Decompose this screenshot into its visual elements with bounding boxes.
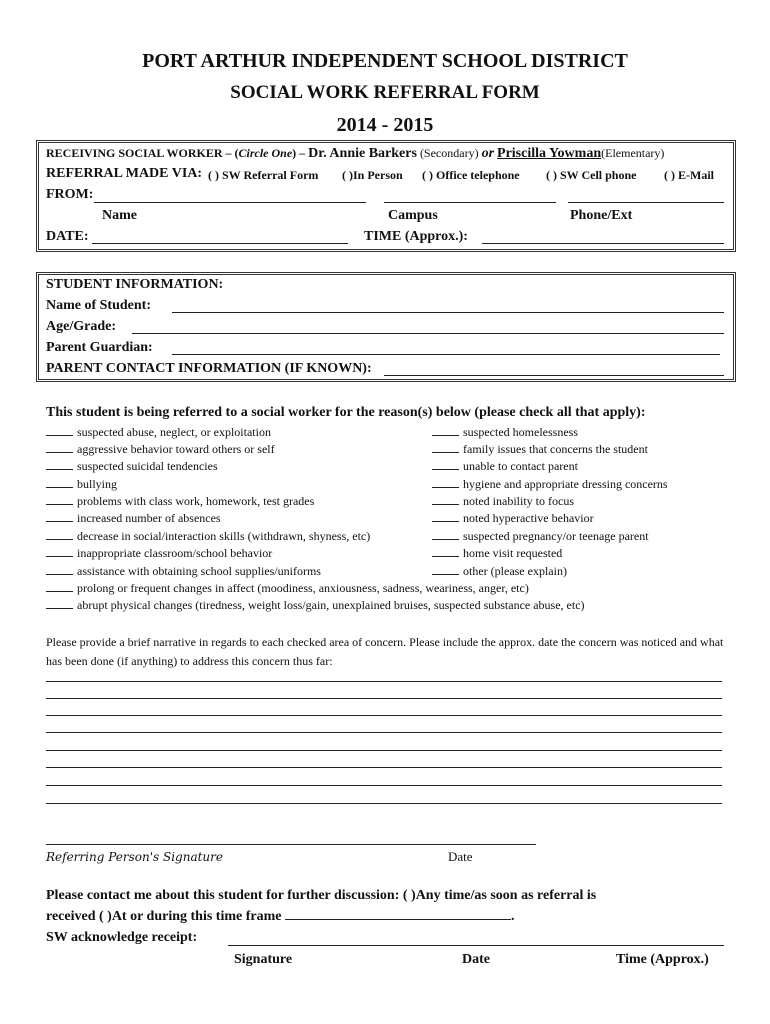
checkbox-blank[interactable] — [432, 460, 459, 470]
reason-left-7[interactable]: decrease in social/interaction skills (withdrawn, shyness, etc) — [46, 529, 370, 544]
worker1-name[interactable]: Dr. Annie Barkers — [308, 146, 417, 161]
checkbox-blank[interactable] — [432, 512, 459, 522]
timeframe-field[interactable] — [285, 909, 511, 920]
reason-right-9[interactable]: other (please explain) — [432, 564, 567, 579]
reason-right-1[interactable]: suspected homelessness — [432, 425, 578, 440]
narrative-line[interactable] — [46, 732, 722, 733]
reason-left-4[interactable]: bullying — [46, 477, 117, 492]
parent-contact-label: PARENT CONTACT INFORMATION (IF KNOWN): — [46, 361, 372, 376]
narrative-line[interactable] — [46, 803, 722, 804]
narrative-line[interactable] — [46, 750, 722, 751]
reason-right-7[interactable]: suspected pregnancy/or teenage parent — [432, 529, 649, 544]
reason-left-9[interactable]: assistance with obtaining school supplies/uniforms — [46, 564, 321, 579]
parent-guardian-field[interactable] — [172, 354, 720, 355]
checkbox-blank[interactable] — [46, 530, 73, 540]
checkbox-blank[interactable] — [432, 530, 459, 540]
via-email-checkbox[interactable]: ( ) E-Mail — [664, 168, 714, 182]
ack-time-caption: Time (Approx.) — [616, 952, 709, 967]
reason-left-5[interactable]: problems with class work, homework, test grades — [46, 494, 314, 509]
narrative-line[interactable] — [46, 681, 722, 682]
worker1-role: (Secondary) — [419, 146, 479, 160]
reason-left-6[interactable]: increased number of absences — [46, 511, 221, 526]
checkbox-blank[interactable] — [432, 443, 459, 453]
checkbox-blank[interactable] — [46, 582, 73, 592]
narrative-line[interactable] — [46, 715, 722, 716]
time-label: TIME (Approx.): — [364, 229, 468, 244]
checkbox-blank[interactable] — [46, 478, 73, 488]
parent-guardian-label: Parent Guardian: — [46, 340, 153, 355]
checkbox-blank[interactable] — [46, 512, 73, 522]
worker2-role: (Elementary) — [601, 146, 665, 160]
referrer-signature-field[interactable] — [46, 844, 536, 845]
age-grade-label: Age/Grade: — [46, 319, 116, 334]
date-label: DATE: — [46, 229, 89, 244]
referrer-signature-label: Referring Person's Signature — [46, 850, 223, 864]
narrative-line[interactable] — [46, 767, 722, 768]
contact-request-line[interactable]: Please contact me about this student for further discussion: ( )Any time/as soon as referral is — [46, 888, 597, 903]
reason-left-2[interactable]: aggressive behavior toward others or self — [46, 442, 275, 457]
sw-acknowledge-field[interactable] — [228, 945, 724, 946]
from-campus-field[interactable] — [384, 202, 556, 203]
checkbox-blank[interactable] — [432, 495, 459, 505]
reason-left-10[interactable]: prolong or frequent changes in affect (moodiness, anxiousness, sadness, weariness, anger, etc) — [46, 581, 529, 596]
checkbox-blank[interactable] — [46, 565, 73, 575]
via-referral-form-checkbox[interactable]: ( ) SW Referral Form — [208, 168, 319, 182]
checkbox-blank[interactable] — [46, 426, 73, 436]
reason-right-3[interactable]: unable to contact parent — [432, 459, 578, 474]
checkbox-blank[interactable] — [46, 460, 73, 470]
date-field[interactable] — [92, 243, 348, 244]
from-name-field[interactable] — [94, 202, 366, 203]
narrative-line[interactable] — [46, 785, 722, 786]
from-label: FROM: — [46, 187, 94, 202]
checkbox-blank[interactable] — [432, 565, 459, 575]
narrative-line[interactable] — [46, 698, 722, 699]
checkbox-blank[interactable] — [432, 478, 459, 488]
reason-left-11[interactable]: abrupt physical changes (tiredness, weight loss/gain, unexplained bruises, suspected substance abuse, etc) — [46, 598, 585, 613]
worker2-name[interactable]: Priscilla Yowman — [497, 146, 602, 161]
via-in-person-checkbox[interactable]: ( )In Person — [342, 168, 403, 182]
ack-signature-caption: Signature — [234, 952, 293, 967]
student-info-title: STUDENT INFORMATION: — [46, 277, 224, 292]
reason-right-5[interactable]: noted inability to focus — [432, 494, 574, 509]
student-name-label: Name of Student: — [46, 298, 151, 313]
reason-left-1[interactable]: suspected abuse, neglect, or exploitation — [46, 425, 271, 440]
contact-timeframe-line[interactable]: received ( )At or during this time frame . — [46, 909, 515, 924]
or-text: or — [481, 146, 495, 161]
school-year: 2014 - 2015 — [336, 114, 434, 136]
from-phone-field[interactable] — [568, 202, 724, 203]
age-grade-field[interactable] — [132, 333, 724, 334]
receiving-label: RECEIVING SOCIAL WORKER — [46, 146, 223, 160]
checkbox-blank[interactable] — [46, 495, 73, 505]
reason-left-3[interactable]: suspected suicidal tendencies — [46, 459, 218, 474]
receiving-worker-row: RECEIVING SOCIAL WORKER – (Circle One) – Dr. Annie Barkers (Secondary) or Priscilla Yowman(Elementary) — [46, 146, 665, 161]
form-title: SOCIAL WORK REFERRAL FORM — [230, 82, 540, 103]
student-name-field[interactable] — [172, 312, 724, 313]
from-campus-caption: Campus — [388, 208, 438, 223]
district-title: PORT ARTHUR INDEPENDENT SCHOOL DISTRICT — [142, 50, 628, 72]
circle-one-note: Circle One — [238, 146, 293, 160]
checkbox-blank[interactable] — [432, 547, 459, 557]
referral-via-label: REFERRAL MADE VIA: — [46, 166, 203, 181]
sw-acknowledge-label: SW acknowledge receipt: — [46, 930, 198, 945]
reasons-title: This student is being referred to a social worker for the reason(s) below (please check all that apply): — [46, 405, 646, 420]
reason-right-6[interactable]: noted hyperactive behavior — [432, 511, 594, 526]
ack-date-caption: Date — [462, 952, 490, 967]
narrative-instructions: Please provide a brief narrative in regards to each checked area of concern. Please include the approx. date the concern was noticed and what has been done (if anything) to address this concern thus far: — [46, 635, 724, 668]
checkbox-blank[interactable] — [46, 443, 73, 453]
from-name-caption: Name — [102, 208, 137, 223]
reason-right-8[interactable]: home visit requested — [432, 546, 562, 561]
via-office-telephone-checkbox[interactable]: ( ) Office telephone — [422, 168, 520, 182]
signature-date-label: Date — [448, 849, 473, 864]
reason-right-2[interactable]: family issues that concerns the student — [432, 442, 648, 457]
via-cell-phone-checkbox[interactable]: ( ) SW Cell phone — [546, 168, 637, 182]
reason-left-8[interactable]: inappropriate classroom/school behavior — [46, 546, 272, 561]
checkbox-blank[interactable] — [46, 599, 73, 609]
checkbox-blank[interactable] — [46, 547, 73, 557]
from-phone-caption: Phone/Ext — [570, 208, 633, 223]
checkbox-blank[interactable] — [432, 426, 459, 436]
reason-right-4[interactable]: hygiene and appropriate dressing concerns — [432, 477, 668, 492]
time-field[interactable] — [482, 243, 724, 244]
parent-contact-field[interactable] — [384, 375, 724, 376]
